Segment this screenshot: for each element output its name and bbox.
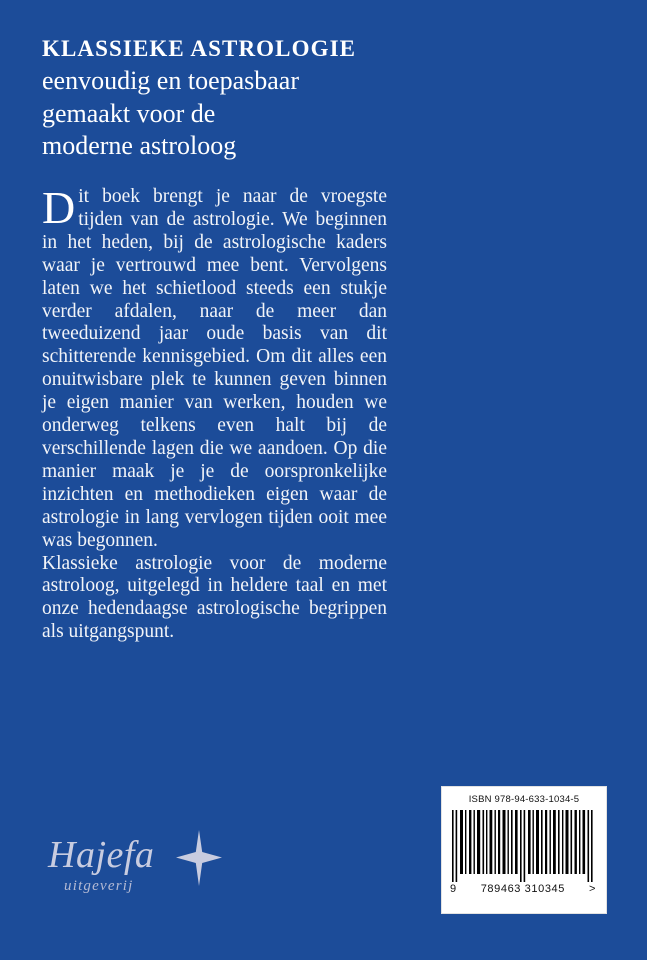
- publisher-logo: [48, 836, 228, 926]
- page-subtitle: [42, 65, 422, 163]
- star-icon: [176, 830, 222, 886]
- barcode-digit-main: 789463 310345: [480, 883, 565, 895]
- barcode-digits: [442, 882, 606, 895]
- drop-cap: D: [42, 182, 76, 233]
- subtitle-line-2: gemaakt voor de: [42, 98, 216, 128]
- barcode-icon: [450, 810, 598, 882]
- isbn-label: ISBN 978-94-633-1034-5: [468, 794, 580, 805]
- publisher-tagline: uitgeverij: [64, 878, 134, 894]
- headline-block: [42, 36, 422, 163]
- subtitle-line-3: moderne astroloog: [42, 131, 237, 161]
- blurb-text: [42, 182, 387, 644]
- blurb-paragraph-1: [42, 182, 387, 553]
- page-title: KLASSIEKE ASTROLOGIE: [42, 36, 357, 61]
- blurb-paragraph-2: Klassieke astrologie voor de moderne astroloog, uitgelegd in heldere taal en met onze hedendaagse astrologische begrippen als uitgangspunt.: [42, 552, 387, 643]
- barcode-digit-left: 9: [450, 883, 457, 895]
- blurb-paragraph-1-text: it boek brengt je naar de vroegste tijden van de astrologie. We beginnen in het heden, bij de astrologische kaders waar je vertrouwd mee bent. Vervolgens laten we het schietlood steeds een stukje verder afdalen, naar de meer dan tweeduizend jaar oude basis van dit schitterende kennisgebied. Om dit alles een onuitwisbare plek te kunnen geven binnen je eigen manier van werken, houden we onderweg telkens even halt bij de verschillende lagen die we aandoen. Op die manier maak je je de oorspronkelijke inzichten en methodieken eigen waar de astrologie in lang vervlogen tijden ooit mee was begonnen.: [42, 186, 387, 551]
- barcode-block: [441, 786, 607, 914]
- barcode-digit-right: >: [588, 883, 596, 895]
- subtitle-line-1: eenvoudig en toepasbaar: [42, 66, 300, 96]
- publisher-name: Hajefa: [48, 834, 155, 876]
